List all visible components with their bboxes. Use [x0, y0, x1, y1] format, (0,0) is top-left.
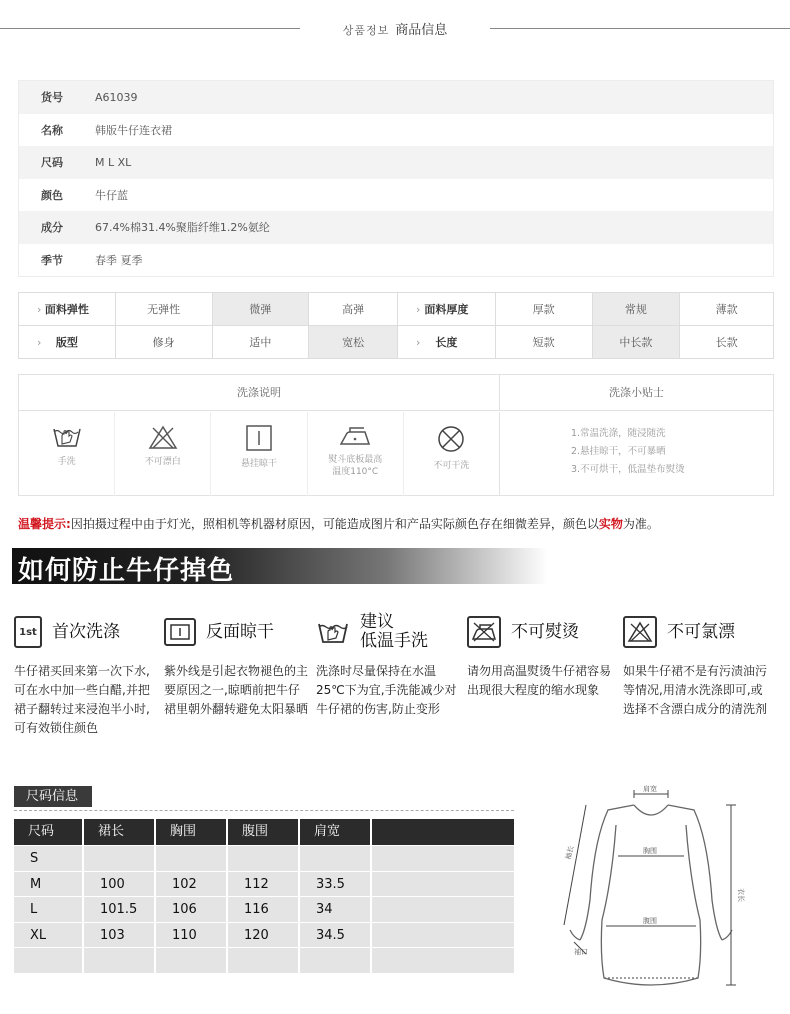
attr-header-thickness: › 面料厚度: [398, 293, 496, 325]
wash-label: 不可干洗: [433, 461, 470, 471]
attr-header-elasticity: › 面料弹性: [19, 293, 116, 325]
attr-option-selected: 常规: [593, 293, 681, 325]
care-tip: [623, 612, 768, 719]
size-cell: 34: [300, 897, 372, 922]
care-tip-desc: 洗涤时尽量保持在水温25℃下为宜,手洗能减少对牛仔裙的伤害,防止变形: [316, 664, 457, 716]
no-bleach-icon: [623, 616, 657, 648]
info-key: 名称: [41, 123, 63, 137]
size-cell: [14, 948, 84, 973]
size-table-header: [14, 819, 514, 845]
notice-text: 因拍摄过程中由于灯光，照相机等机器材原因，可能造成图片和产品实际颜色存在细微差异，颜色以: [70, 517, 599, 531]
care-tip: [14, 612, 159, 738]
attr-option: 无弹性: [116, 293, 213, 325]
header-rule-left: [0, 28, 300, 29]
diagram-label-cuff: 袖口: [574, 948, 588, 956]
size-col-header: 裙长: [84, 819, 156, 845]
table-row: [14, 845, 514, 871]
wash-label-line: 熨斗底板最高: [328, 455, 383, 465]
size-cell: [300, 846, 372, 871]
info-row: [19, 244, 773, 277]
size-cell: [156, 948, 228, 973]
size-table: [14, 819, 514, 974]
info-key: 货号: [41, 91, 63, 105]
care-tip: [316, 612, 461, 719]
attr-header-fit: › 版型: [19, 326, 116, 358]
attr-option: 高弹: [309, 293, 398, 325]
size-col-header: 胸围: [156, 819, 228, 845]
no-iron-icon: [467, 616, 501, 648]
wash-label: 不可漂白: [144, 457, 181, 467]
wash-label: [328, 454, 382, 478]
size-cell: 103: [84, 923, 156, 948]
header-rule-right: [490, 28, 790, 29]
size-cell: 102: [156, 872, 228, 897]
attribute-table: [18, 292, 774, 359]
size-cell: [228, 948, 300, 973]
care-tip-desc: 如果牛仔裙不是有污渍油污等情况,用清水洗涤即可,或选择不含漂白成分的清洗剂: [623, 664, 768, 716]
wash-tips-title: 洗涤小贴士: [500, 375, 773, 411]
wash-label: 悬挂晾干: [241, 459, 278, 469]
info-row: [19, 146, 773, 179]
diagram-label-shoulder: 肩宽: [643, 785, 657, 793]
attr-option-selected: 微弹: [213, 293, 310, 325]
size-cell: 106: [156, 897, 228, 922]
wash-title: 洗涤说明: [19, 375, 500, 411]
size-cell: 120: [228, 923, 300, 948]
attribute-row-fit: [19, 326, 773, 359]
care-tip: [164, 612, 309, 719]
size-cell: 33.5: [300, 872, 372, 897]
size-cell: S: [14, 846, 84, 871]
wash-tip: 3.不可烘干，低温垫布熨烫: [571, 464, 685, 475]
info-row: [19, 179, 773, 212]
size-cell: [372, 872, 514, 897]
info-key: 季节: [41, 253, 63, 267]
info-key: 颜色: [41, 188, 63, 202]
attr-option: 长款: [715, 336, 738, 349]
care-tip-title: 建议 低温手洗: [360, 612, 428, 651]
wash-tip: 1.常温洗涤，随浸随洗: [571, 428, 666, 439]
wash-item: [115, 412, 211, 496]
size-cell: 112: [228, 872, 300, 897]
care-banner-title: 如何防止牛仔掉色: [18, 556, 235, 586]
size-cell: 34.5: [300, 923, 372, 948]
size-col-header: 腹围: [228, 819, 300, 845]
no-bleach-icon: [148, 424, 178, 450]
size-cell: [84, 948, 156, 973]
info-row: [19, 114, 773, 147]
info-value: 春季 夏季: [95, 253, 143, 267]
size-cell: 100: [84, 872, 156, 897]
wash-label-line: 温度110°C: [332, 467, 379, 477]
size-cell: [228, 846, 300, 871]
table-row: [14, 922, 514, 948]
size-cell: [372, 923, 514, 948]
attr-header-length: › 长度: [398, 326, 496, 358]
size-cell: 101.5: [84, 897, 156, 922]
first-wash-icon: [14, 616, 42, 648]
care-tip-desc: 请勿用高温熨烫牛仔裙容易出现很大程度的缩水现象: [467, 664, 612, 697]
section-title: [300, 19, 490, 38]
attr-option: 适中: [213, 326, 310, 358]
iron-icon: [338, 424, 372, 448]
wash-icon-row: [19, 412, 500, 496]
care-tip-title: 反面晾干: [206, 621, 274, 642]
wash-item: [308, 412, 404, 496]
size-cell: 116: [228, 897, 300, 922]
size-info-title: 尺码信息: [14, 786, 92, 807]
size-cell: 110: [156, 923, 228, 948]
info-value: 牛仔蓝: [95, 188, 128, 202]
wash-tips-list: [571, 425, 685, 479]
wash-item: [19, 412, 115, 496]
size-cell: [156, 846, 228, 871]
size-cell: [372, 897, 514, 922]
size-cell: [372, 846, 514, 871]
info-row: [19, 81, 773, 114]
low-temp-handwash-icon: [316, 616, 350, 648]
info-value: A61039: [95, 90, 138, 104]
size-col-header: 肩宽: [300, 819, 372, 845]
dress-measurement-diagram: [546, 780, 780, 1002]
info-value: 67.4%棉31.4%聚脂纤维1.2%氨纶: [95, 221, 270, 235]
hang-dry-icon: [245, 424, 273, 452]
attr-option: 短款: [496, 326, 593, 358]
section-title-korean: 상품정보: [342, 24, 390, 37]
care-banner: [12, 548, 548, 584]
attr-option: 厚款: [496, 293, 593, 325]
info-key: 尺码: [41, 156, 63, 170]
color-notice: [18, 515, 659, 532]
wash-tip: 2.悬挂晾干，不可暴晒: [571, 446, 666, 457]
table-row: [14, 871, 514, 897]
diagram-label-chest: 胸围: [643, 847, 657, 855]
attr-option-selected: 宽松: [309, 326, 398, 358]
size-cell: [300, 948, 372, 973]
diagram-label-waist: 腹围: [643, 917, 657, 925]
first-wash-badge: 1st: [19, 626, 37, 638]
diagram-label-sleeve: 袖长: [564, 844, 576, 861]
size-divider: [14, 810, 514, 811]
care-tip-desc: 牛仔裙买回来第一次下水,可在水中加一些白醋,并把裙子翻转过来浸泡半小时,可有效锁住颜色: [14, 664, 150, 735]
notice-label: 温馨提示:: [18, 517, 71, 531]
attribute-row-fabric: [19, 293, 773, 326]
product-info-table: [18, 80, 774, 277]
section-title-chinese: 商品信息: [395, 23, 448, 38]
diagram-label-length: 衣长: [737, 888, 745, 902]
wash-item: [404, 412, 499, 496]
wash-label: 手洗: [57, 457, 76, 467]
care-tip: [467, 612, 612, 700]
info-key: 成分: [41, 221, 63, 235]
notice-emphasis: 实物: [598, 517, 623, 531]
size-col-header: [372, 819, 514, 845]
attr-option-selected: 中长款: [593, 326, 681, 358]
size-cell: [372, 948, 514, 973]
size-col-header: 尺码: [14, 819, 84, 845]
hand-wash-icon: [51, 424, 83, 450]
table-row: [14, 896, 514, 922]
info-value: 韩版牛仔连衣裙: [95, 123, 172, 137]
size-cell: L: [14, 897, 84, 922]
care-tip-desc: 紫外线是引起衣物褪色的主要原因之一,晾晒前把牛仔裙里朝外翻转避免太阳暴晒: [164, 664, 309, 716]
size-cell: M: [14, 872, 84, 897]
attr-option: 薄款: [715, 303, 738, 316]
notice-end: 为准。: [622, 517, 659, 531]
wash-instructions: [18, 374, 774, 496]
info-row: [19, 211, 773, 244]
care-tip-title: 不可氯漂: [667, 621, 735, 642]
care-tip-title: 首次洗涤: [52, 621, 120, 642]
inside-out-dry-icon: [164, 618, 196, 646]
attr-option: 修身: [116, 326, 213, 358]
no-dry-clean-icon: [436, 424, 466, 454]
care-tip-title: 不可熨烫: [511, 621, 579, 642]
table-row: [14, 947, 514, 973]
info-value: M L XL: [95, 155, 132, 169]
size-cell: [84, 846, 156, 871]
size-cell: XL: [14, 923, 84, 948]
wash-item: [211, 412, 307, 496]
